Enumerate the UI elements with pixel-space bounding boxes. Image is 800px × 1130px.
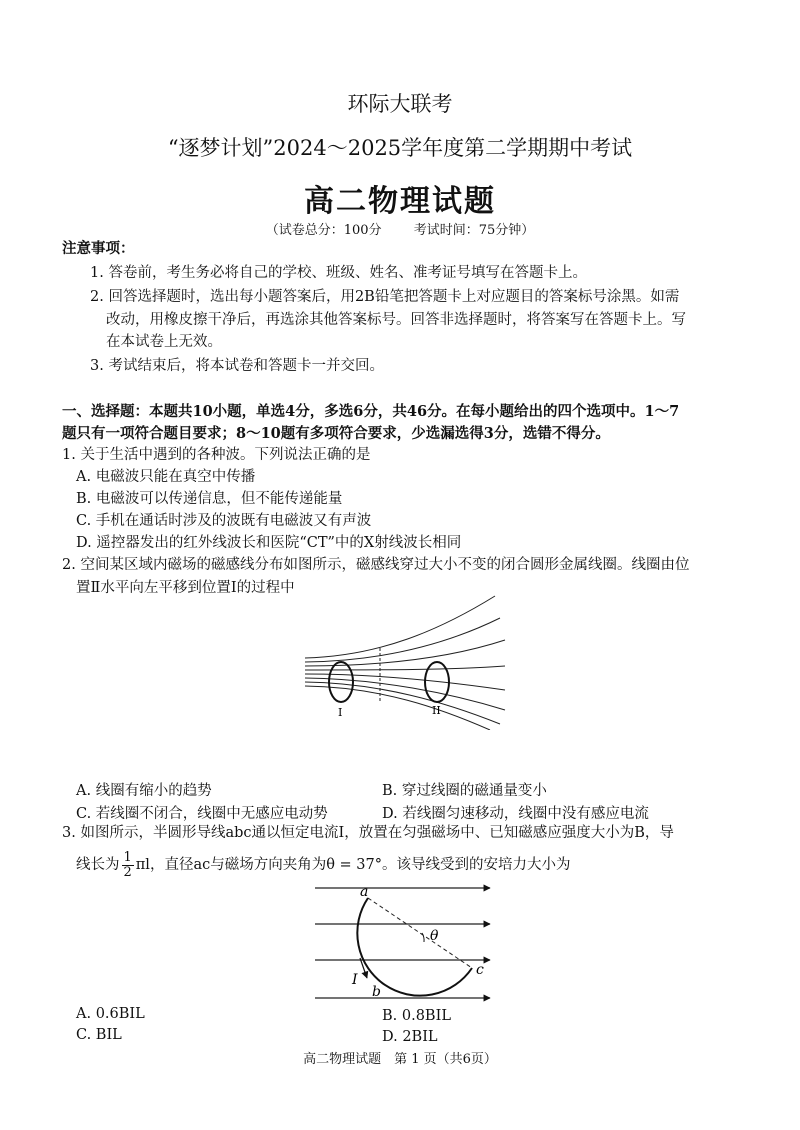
- fraction-half: [122, 851, 134, 880]
- subject-title: 高二物理试题: [304, 184, 496, 219]
- semicircle-wire: [357, 898, 472, 996]
- q2-stem-line2: 置Ⅱ水平向左平移到位置Ⅰ的过程中: [76, 580, 295, 596]
- exam-time: 考试时间：75分钟）: [413, 223, 535, 238]
- label-theta: θ: [430, 928, 439, 944]
- q3-option-d: D. 2BIL: [382, 1029, 438, 1045]
- q3-stem-text: πl，直径ac与磁场方向夹角为θ = 37°。该导线受到的安培力大小为: [135, 857, 571, 873]
- q2-option-b: B. 穿过线圈的磁通量变小: [382, 783, 547, 799]
- section-heading: [62, 401, 742, 445]
- fraction-denominator: 2: [123, 864, 132, 880]
- q1-option-c: C. 手机在通话时涉及的波既有电磁波又有声波: [76, 513, 372, 529]
- label-a: a: [360, 884, 369, 900]
- notice-item: 在本试卷上无效。: [106, 334, 222, 350]
- label-current: I: [352, 972, 358, 988]
- q1-stem: 1. 关于生活中遇到的各种波。下列说法正确的是: [62, 447, 371, 463]
- notice-title: 注意事项：: [62, 240, 135, 257]
- notice-item: 改动，用橡皮擦干净后，再选涂其他答案标号。回答非选择题时，将答案写在答题卡上。写: [106, 312, 686, 328]
- q3-stem-line2: [76, 848, 571, 882]
- label-c: c: [476, 962, 484, 978]
- q3-stem-line1: 3. 如图所示，半圆形导线abc通以恒定电流I，放置在匀强磁场中、已知磁感应强度大小为B，导: [62, 825, 674, 841]
- coil-position-1: [329, 662, 353, 702]
- q1-option-a: A. 电磁波只能在真空中传播: [76, 469, 256, 485]
- exam-meta: [0, 219, 800, 238]
- q2-option-c: C. 若线圈不闭合，线圈中无感应电动势: [76, 806, 328, 822]
- q3-stem-text: 线长为: [76, 857, 120, 873]
- notice-item: 2. 回答选择题时，选出每小题答案后，用2B铅笔把答题卡上对应题目的答案标号涂黑。如需: [90, 289, 680, 305]
- q3-option-a: A. 0.6BIL: [76, 1006, 145, 1022]
- diameter-ac: [368, 898, 472, 968]
- q1-option-b: B. 电磁波可以传递信息，但不能传递能量: [76, 491, 343, 507]
- q2-option-d: D. 若线圈匀速移动，线圈中没有感应电流: [382, 806, 649, 822]
- label-position-1: I: [338, 706, 343, 719]
- label-b: b: [372, 984, 381, 1000]
- q1-option-d: D. 遥控器发出的红外线波长和医院“CT”中的X射线波长相同: [76, 535, 462, 551]
- q2-stem-line1: 2. 空间某区域内磁场的磁感线分布如图所示，磁感线穿过大小不变的闭合圆形金属线圈。线圈由位: [62, 557, 690, 573]
- page-footer: 高二物理试题 第 1 页（共6页）: [303, 1052, 497, 1067]
- fraction-numerator: 1: [123, 849, 132, 865]
- semicircle-wire-figure: [310, 880, 500, 1010]
- notice-item: 3. 考试结束后，将本试卷和答题卡一并交回。: [90, 358, 384, 374]
- section-line: 题只有一项符合题目要求；8～10题有多项符合要求，少选漏选得3分，选错不得分。: [62, 425, 610, 442]
- exam-org: 环际大联考: [347, 92, 453, 116]
- section-line: 一、选择题：本题共10小题，单选4分，多选6分，共46分。在每小题给出的四个选项中。1～7: [62, 403, 680, 420]
- magnetic-field-lines: [315, 888, 490, 998]
- exam-title: “逐梦计划”2024～2025学年度第二学期期中考试: [167, 136, 633, 160]
- notice-item: 1. 答卷前，考生务必将自己的学校、班级、姓名、准考证号填写在答题卡上。: [90, 265, 587, 281]
- q3-option-b: B. 0.8BIL: [382, 1008, 451, 1024]
- label-position-2: II: [432, 704, 441, 717]
- q3-option-c: C. BIL: [76, 1027, 122, 1043]
- field-lines: [305, 596, 505, 730]
- q2-option-a: A. 线圈有缩小的趋势: [76, 783, 212, 799]
- total-score: （试卷总分：100分: [265, 223, 382, 238]
- magnetic-field-figure: [300, 590, 510, 730]
